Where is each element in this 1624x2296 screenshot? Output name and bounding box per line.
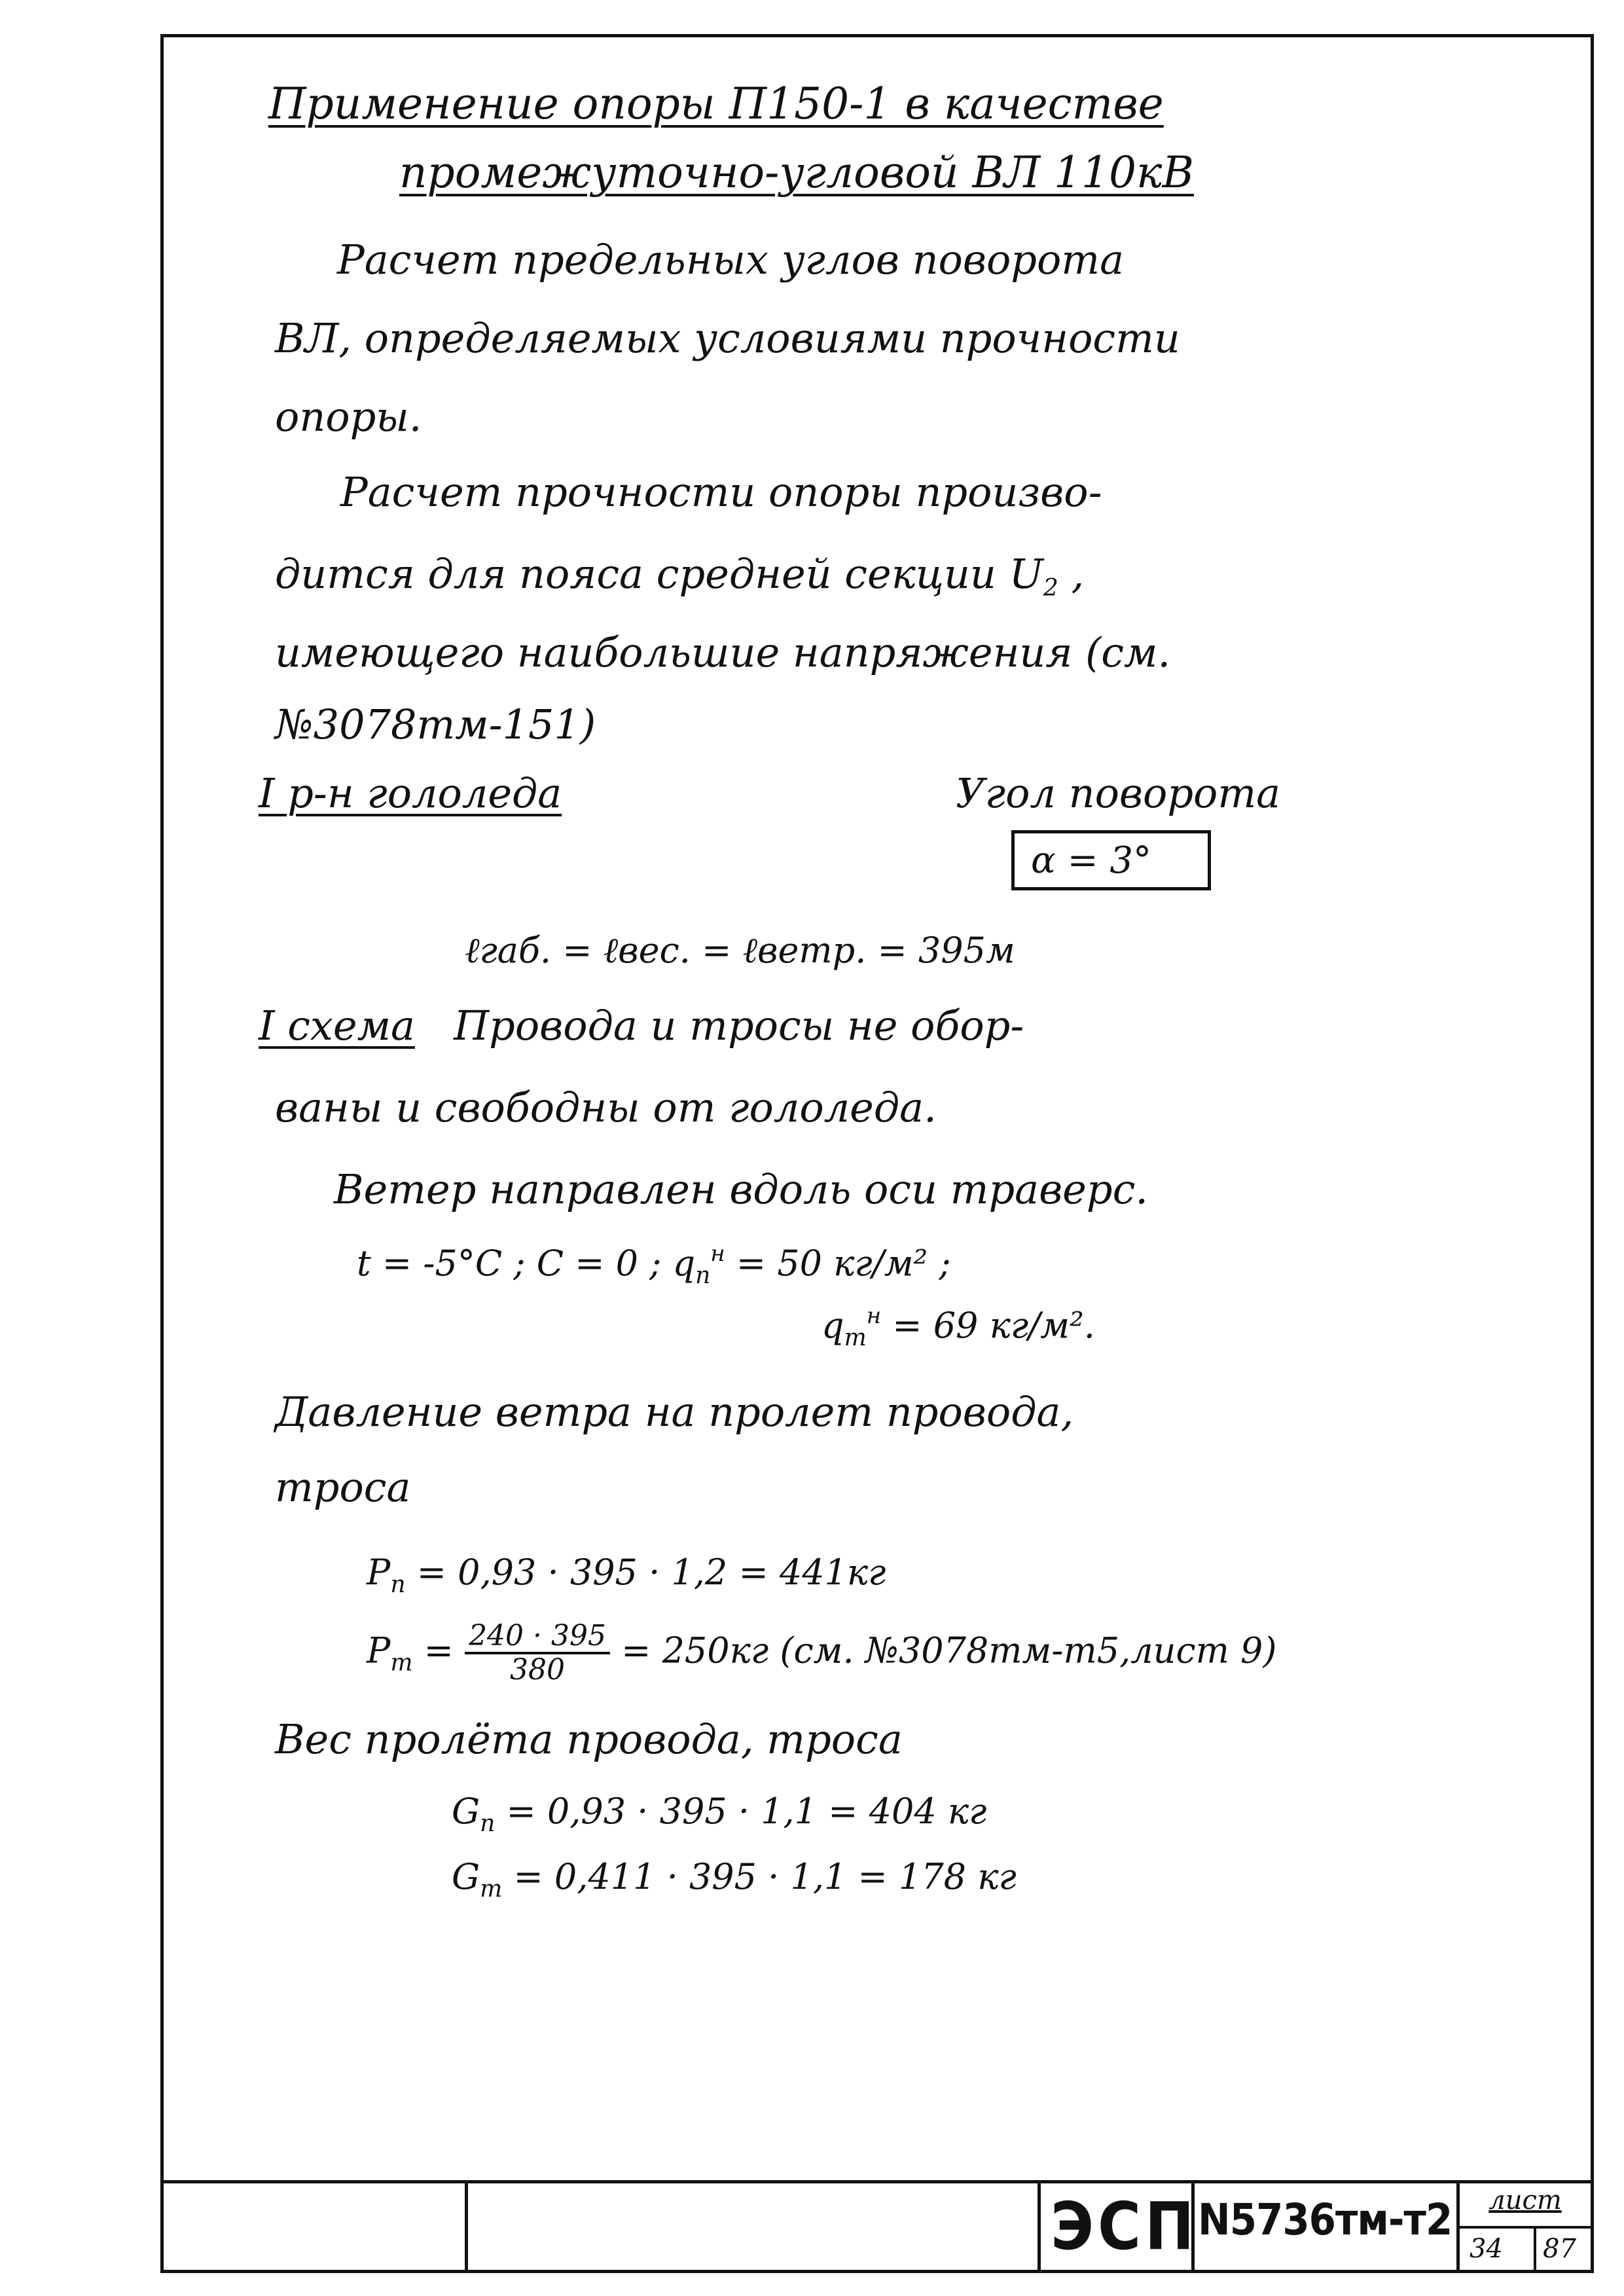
pt-equals: =	[412, 1630, 465, 1671]
qt-value: = 69 кг/м².	[881, 1305, 1095, 1346]
ice-region-heading: I р-н гололеда	[259, 769, 562, 817]
sheet-label: лист	[1489, 2185, 1562, 2215]
scheme-1-text-1: Провода и тросы не обор-	[454, 1002, 1024, 1049]
wind-pressure-line-2: троса	[275, 1463, 411, 1511]
qn-value: = 50 кг/м² ;	[725, 1243, 951, 1284]
gt-symbol: G	[452, 1856, 480, 1897]
title-block-divider-1	[465, 2180, 468, 2273]
pt-expression: = 250кг (см. №3078тм-т5,лист 9)	[610, 1630, 1277, 1671]
pn-expression: = 0,93 · 395 · 1,2 = 441кг	[405, 1552, 886, 1593]
paragraph-2-line-1: Расчет прочности опоры произво-	[340, 468, 1102, 516]
paragraph-2-line-2-text: дится для пояса средней секции U	[275, 550, 1043, 598]
qn-superscript: н	[710, 1241, 725, 1267]
paragraph-2-line-4: №3078тм-151)	[275, 701, 596, 748]
gt-subscript: т	[480, 1876, 503, 1903]
scheme-1-label: I схема	[259, 1002, 415, 1049]
paragraph-2-line-3: имеющего наибольшие напряжения (см.	[275, 629, 1171, 676]
rotation-angle-box	[1011, 830, 1211, 890]
span-weight-line: Вес пролёта провода, троса	[275, 1715, 903, 1763]
qt-symbol: q	[821, 1305, 844, 1346]
scheme-1-line-2: ваны и свободны от гололеда.	[275, 1084, 937, 1131]
rotation-angle-value: α = 3°	[1031, 839, 1151, 882]
span-lengths-formula: ℓгаб. = ℓвес. = ℓветр. = 395м	[465, 930, 1015, 971]
scheme-1-line-3: Ветер направлен вдоль оси траверс.	[334, 1165, 1148, 1213]
sheet-cell-mid-divider	[1534, 2226, 1536, 2273]
pt-formula	[367, 1620, 1276, 1686]
gt-expression: = 0,411 · 395 · 1,1 = 178 кг	[502, 1856, 1017, 1897]
qt-superscript: н	[866, 1303, 882, 1329]
paragraph-2-line-2	[275, 550, 1084, 602]
u2-subscript: 2	[1043, 575, 1058, 602]
qt-subscript: т	[844, 1324, 867, 1351]
sheet-cell	[1456, 2180, 1594, 2273]
scheme-1-line-1	[259, 1002, 1024, 1049]
organization-code: ЭСП	[1051, 2188, 1199, 2265]
pt-numerator: 240 · 395	[465, 1620, 610, 1654]
pn-formula	[367, 1552, 886, 1598]
gn-expression: = 0,93 · 395 · 1,1 = 404 кг	[495, 1791, 987, 1832]
pn-symbol: P	[367, 1552, 391, 1593]
pt-fraction	[465, 1620, 610, 1686]
gn-subscript: п	[480, 1810, 496, 1837]
title-line-2: промежуточно-угловой ВЛ 110кВ	[399, 147, 1194, 198]
paragraph-1-line-1: Расчет предельных углов поворота	[337, 236, 1125, 283]
rotation-angle-label: Угол поворота	[956, 769, 1281, 817]
conditions-text: t = -5°C ; C = 0 ; q	[357, 1243, 696, 1284]
sheet-total: 87	[1543, 2234, 1576, 2264]
title-block-top-border	[160, 2180, 1594, 2183]
gt-formula	[452, 1856, 1017, 1903]
paragraph-1-line-3: опоры.	[275, 393, 422, 441]
sheet-number: 34	[1470, 2234, 1503, 2264]
document-number: N5736тм-т2	[1198, 2195, 1453, 2245]
gn-symbol: G	[452, 1791, 480, 1832]
pt-denominator: 380	[510, 1653, 566, 1687]
wind-pressure-line-1: Давление ветра на пролет провода,	[275, 1388, 1074, 1436]
conditions-line-2	[821, 1303, 1095, 1351]
title-line-1: Применение опоры П150-1 в качестве	[268, 79, 1164, 129]
title-block-divider-2	[1038, 2180, 1041, 2273]
paragraph-2-line-2-end: ,	[1058, 550, 1085, 598]
sheet-cell-divider	[1456, 2226, 1594, 2229]
drawing-frame	[160, 34, 1594, 2273]
title-block	[160, 2180, 1594, 2273]
pt-symbol: P	[367, 1630, 391, 1671]
conditions-line-1	[357, 1241, 951, 1289]
pt-subscript: т	[390, 1649, 413, 1677]
pn-subscript: п	[390, 1571, 406, 1598]
qn-subscript: п	[695, 1262, 711, 1289]
paragraph-1-line-2: ВЛ, определяемых условиями прочности	[275, 314, 1180, 362]
gn-formula	[452, 1791, 986, 1837]
